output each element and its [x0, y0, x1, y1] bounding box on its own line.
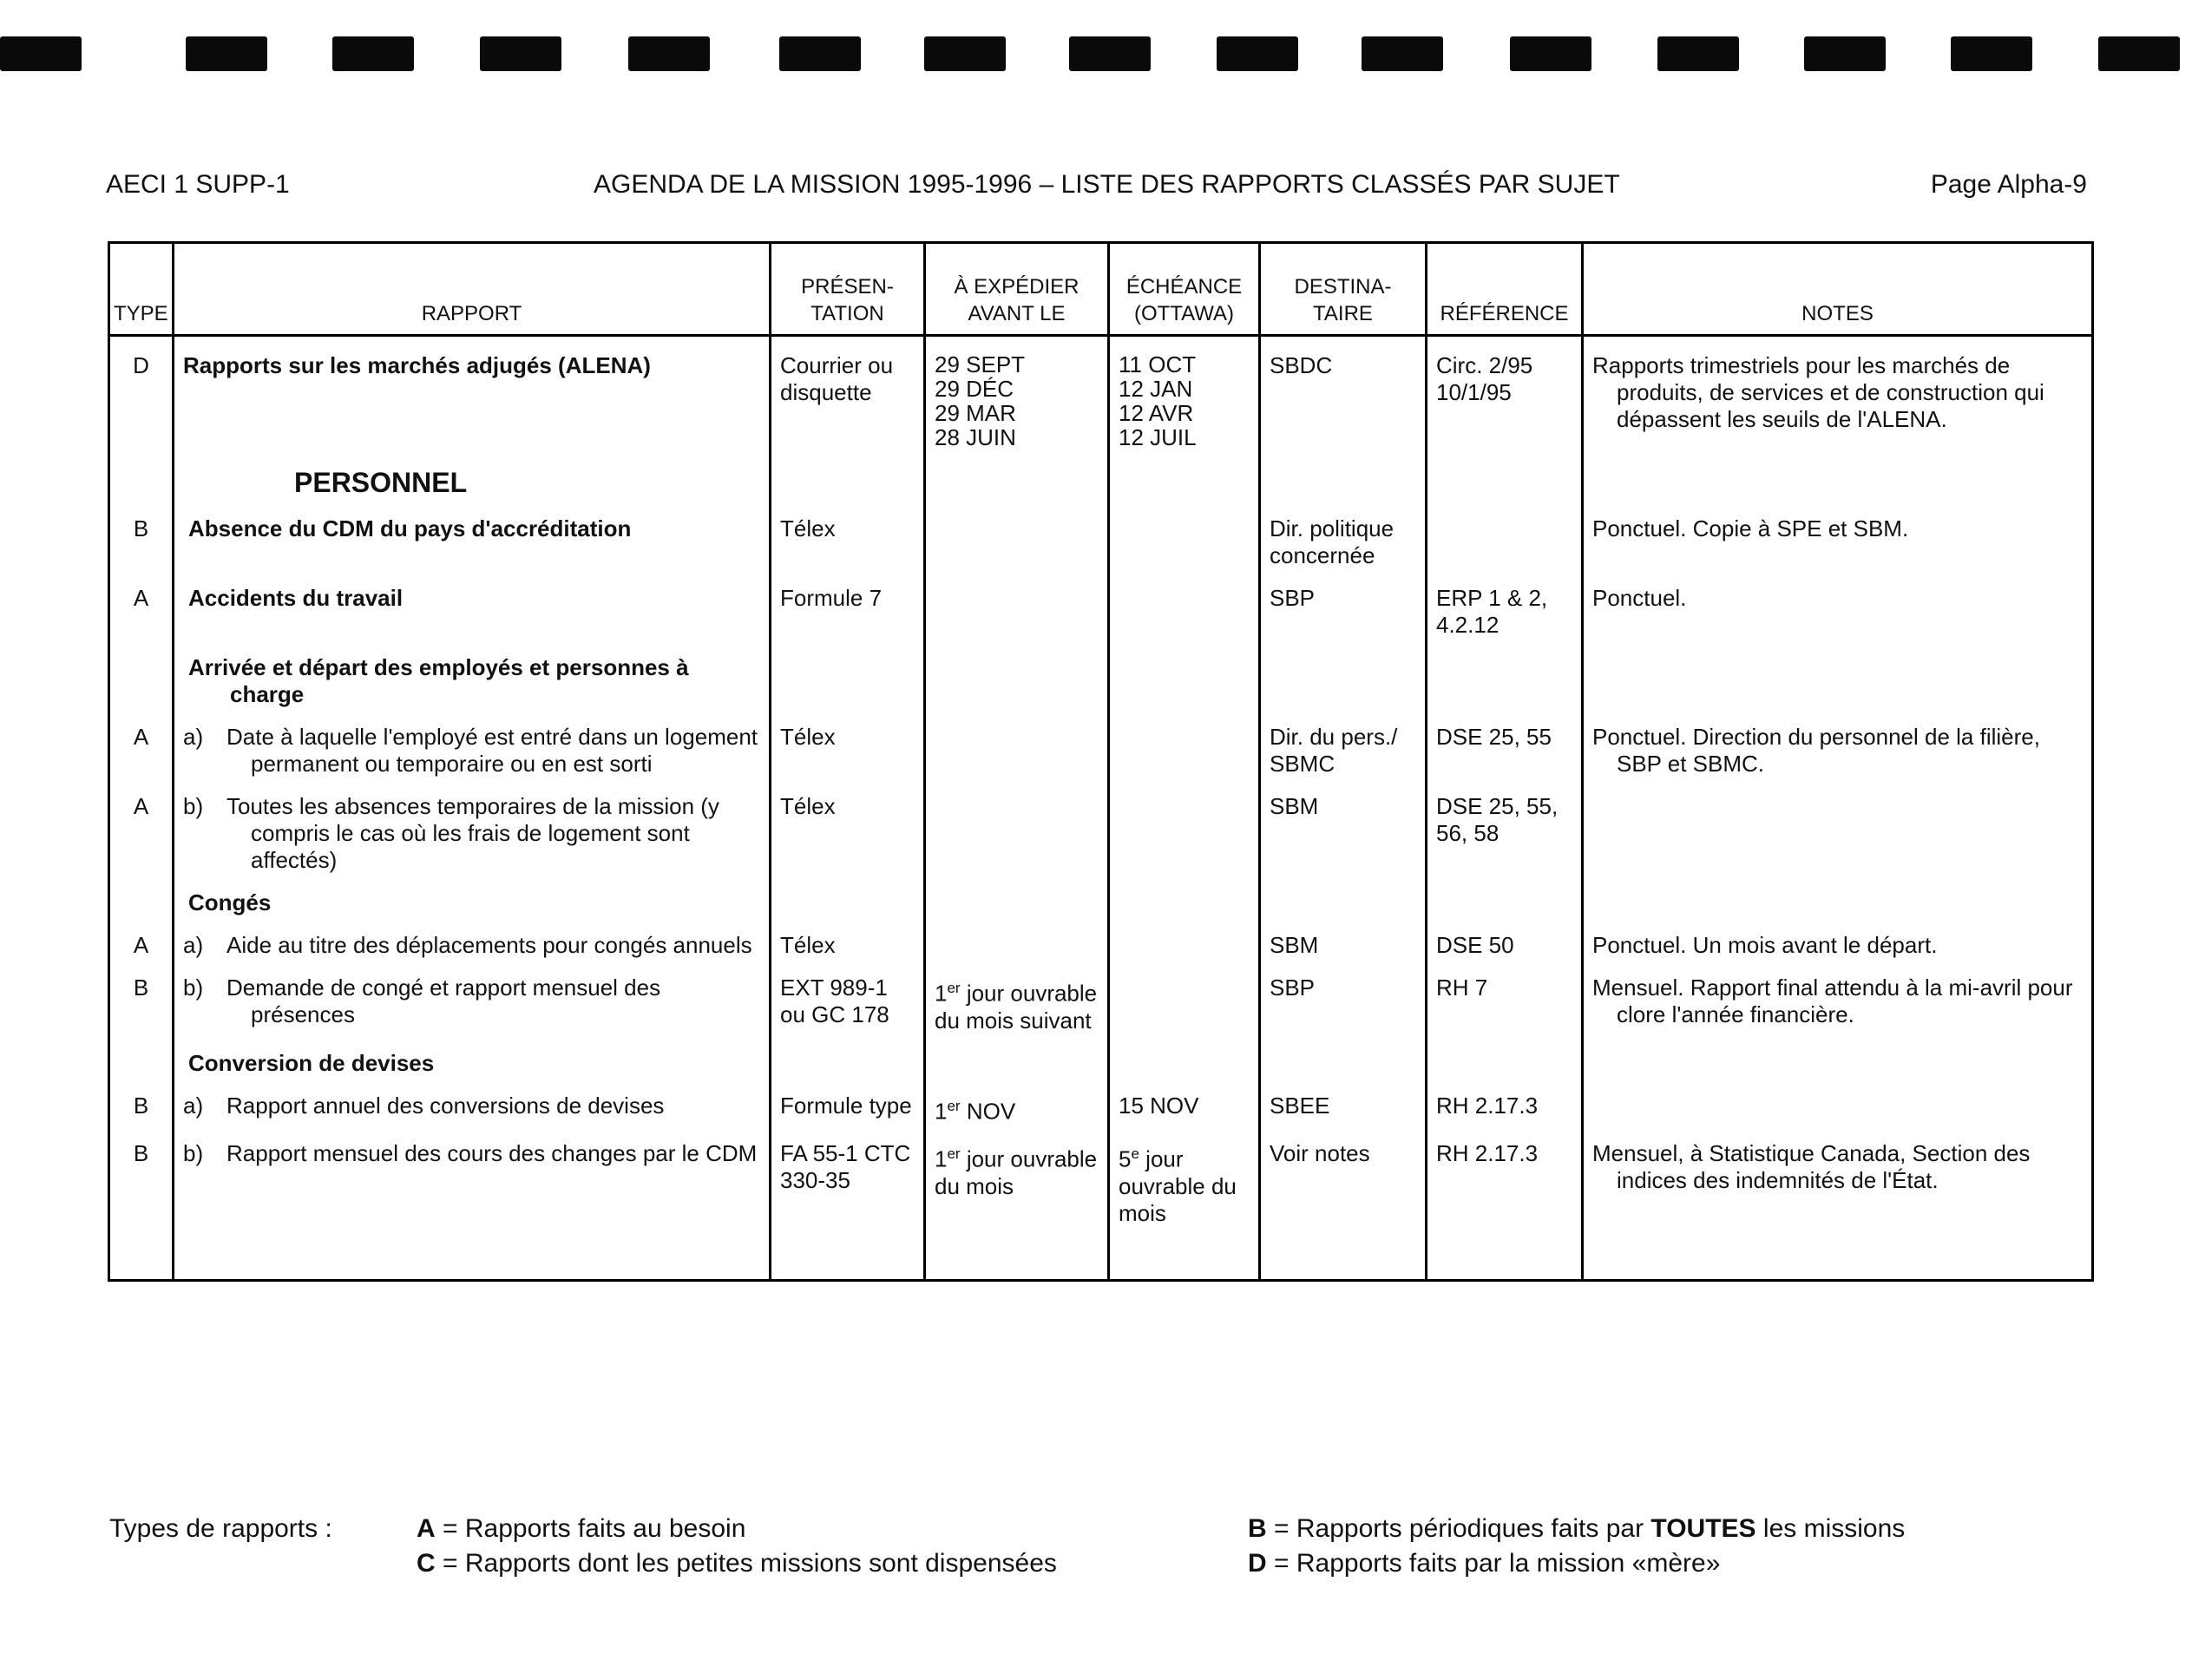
table-row — [109, 569, 2093, 639]
cell-rapport: a) Aide au titre des déplacements pour congés annuels — [174, 916, 771, 959]
cell-destinataire: Dir. du pers./ SBMC — [1260, 708, 1427, 778]
cell-notes: Ponctuel. — [1583, 569, 2093, 639]
cell-reference: DSE 50 — [1427, 916, 1583, 959]
punch-hole — [480, 36, 561, 71]
punch-hole — [1804, 36, 1886, 71]
doc-code: AECI 1 SUPP-1 — [106, 170, 290, 199]
cell-echeance: 11 OCT 12 JAN 12 AVR 12 JUIL — [1109, 336, 1260, 450]
punch-hole — [1510, 36, 1591, 71]
punch-hole — [2098, 36, 2180, 71]
cell-presentation: EXT 989-1 ou GC 178 — [771, 959, 925, 1034]
cell-type: A — [109, 916, 174, 959]
cell-type: B — [109, 1077, 174, 1125]
table-row-category — [109, 1034, 2093, 1077]
cell-reference: DSE 25, 55 — [1427, 708, 1583, 778]
cell-type: A — [109, 778, 174, 874]
col-header-rapport: RAPPORT — [174, 243, 771, 336]
table-row-spacer — [109, 1227, 2093, 1281]
cell-rapport: Rapports sur les marchés adjugés (ALENA) — [174, 336, 771, 450]
table-row — [109, 1077, 2093, 1125]
legend-item-b: B = Rapports périodiques faits par TOUTES les missions — [1248, 1514, 1906, 1543]
cell-echeance: 15 NOV — [1109, 1077, 1260, 1125]
cell-rapport: a) Rapport annuel des conversions de devises — [174, 1077, 771, 1125]
cell-notes: Mensuel, à Statistique Canada, Section des indices des indemnités de l'État. — [1583, 1125, 2093, 1227]
punch-hole — [0, 36, 82, 71]
punch-holes-strip — [0, 36, 2205, 71]
table-row-section — [109, 450, 2093, 500]
cell-reference: RH 2.17.3 — [1427, 1077, 1583, 1125]
table-row — [109, 778, 2093, 874]
legend-item-a: A = Rapports faits au besoin — [417, 1514, 746, 1543]
cell-presentation: Télex — [771, 708, 925, 778]
cell-destinataire: Voir notes — [1260, 1125, 1427, 1227]
table-row — [109, 500, 2093, 569]
cell-expedier: 29 SEPT 29 DÉC 29 MAR 28 JUIN — [925, 336, 1109, 450]
cell-destinataire: SBP — [1260, 959, 1427, 1034]
punch-hole — [1069, 36, 1151, 71]
cell-destinataire: SBM — [1260, 778, 1427, 874]
cell-notes: Ponctuel. Direction du personnel de la filière, SBP et SBMC. — [1583, 708, 2093, 778]
punch-hole — [924, 36, 1006, 71]
col-header-type: TYPE — [109, 243, 174, 336]
cell-reference: DSE 25, 55, 56, 58 — [1427, 778, 1583, 874]
table-header-row — [109, 243, 2093, 336]
punch-hole — [1217, 36, 1298, 71]
cell-type: A — [109, 569, 174, 639]
cell-type: B — [109, 1125, 174, 1227]
cell-reference: ERP 1 & 2, 4.2.12 — [1427, 569, 1583, 639]
cell-type: B — [109, 500, 174, 569]
table-row-category — [109, 874, 2093, 916]
col-header-expedier: À EXPÉDIER AVANT LE — [925, 243, 1109, 336]
category-heading: Arrivée et départ des employés et personnes à charge — [174, 639, 771, 708]
cell-notes: Rapports trimestriels pour les marchés de produits, de services et de construction qui dépassent les seuils de l'ALENA. — [1583, 336, 2093, 450]
cell-rapport: b) Demande de congé et rapport mensuel des présences — [174, 959, 771, 1034]
cell-notes: Ponctuel. Un mois avant le départ. — [1583, 916, 2093, 959]
table-row — [109, 916, 2093, 959]
punch-hole — [628, 36, 710, 71]
cell-destinataire: SBP — [1260, 569, 1427, 639]
col-header-notes: NOTES — [1583, 243, 2093, 336]
punch-hole — [779, 36, 861, 71]
punch-hole — [186, 36, 267, 71]
col-header-destinataire: DESTINA- TAIRE — [1260, 243, 1427, 336]
cell-notes: Ponctuel. Copie à SPE et SBM. — [1583, 500, 2093, 569]
table-row-category — [109, 639, 2093, 708]
cell-presentation: Formule type — [771, 1077, 925, 1125]
col-header-reference: RÉFÉRENCE — [1427, 243, 1583, 336]
punch-hole — [1657, 36, 1739, 71]
cell-type: B — [109, 959, 174, 1034]
cell-rapport: a) Date à laquelle l'employé est entré dans un logement permanent ou temporaire ou en est sorti — [174, 708, 771, 778]
col-header-presentation: PRÉSEN- TATION — [771, 243, 925, 336]
table-row — [109, 959, 2093, 1034]
table-row — [109, 336, 2093, 450]
reports-table — [108, 241, 2094, 1282]
cell-type: D — [109, 336, 174, 450]
cell-presentation: Télex — [771, 916, 925, 959]
cell-type: A — [109, 708, 174, 778]
cell-reference: Circ. 2/95 10/1/95 — [1427, 336, 1583, 450]
cell-destinataire: SBDC — [1260, 336, 1427, 450]
cell-presentation: Courrier ou disquette — [771, 336, 925, 450]
cell-reference: RH 7 — [1427, 959, 1583, 1034]
page-title: AGENDA DE LA MISSION 1995-1996 – LISTE DES RAPPORTS CLASSÉS PAR SUJET — [594, 170, 1620, 199]
punch-hole — [1951, 36, 2032, 71]
legend-item-d: D = Rapports faits par la mission «mère» — [1248, 1549, 1721, 1578]
cell-rapport: Absence du CDM du pays d'accréditation — [174, 500, 771, 569]
cell-destinataire: SBM — [1260, 916, 1427, 959]
cell-presentation: FA 55-1 CTC 330-35 — [771, 1125, 925, 1227]
cell-rapport: b) Toutes les absences temporaires de la mission (y compris le cas où les frais de logement sont affectés) — [174, 778, 771, 874]
legend-label: Types de rapports : — [109, 1514, 332, 1543]
cell-destinataire: Dir. politique concernée — [1260, 500, 1427, 569]
cell-presentation: Télex — [771, 778, 925, 874]
cell-reference: RH 2.17.3 — [1427, 1125, 1583, 1227]
cell-presentation: Télex — [771, 500, 925, 569]
cell-expedier: 1er jour ouvrable du mois suivant — [925, 959, 1109, 1034]
cell-destinataire: SBEE — [1260, 1077, 1427, 1125]
table-row — [109, 708, 2093, 778]
cell-notes: Mensuel. Rapport final attendu à la mi-avril pour clore l'année financière. — [1583, 959, 2093, 1034]
cell-expedier: 1er jour ouvrable du mois — [925, 1125, 1109, 1227]
col-header-echeance: ÉCHÉANCE (OTTAWA) — [1109, 243, 1260, 336]
category-heading: Conversion de devises — [174, 1034, 771, 1077]
legend-item-c: C = Rapports dont les petites missions sont dispensées — [417, 1549, 1057, 1578]
cell-rapport: b) Rapport mensuel des cours des changes par le CDM — [174, 1125, 771, 1227]
table-row — [109, 1125, 2093, 1227]
punch-hole — [1362, 36, 1443, 71]
cell-echeance: 5e jour ouvrable du mois — [1109, 1125, 1260, 1227]
category-heading: Congés — [174, 874, 771, 916]
cell-presentation: Formule 7 — [771, 569, 925, 639]
cell-expedier: 1er NOV — [925, 1077, 1109, 1125]
cell-rapport: Accidents du travail — [174, 569, 771, 639]
punch-hole — [332, 36, 414, 71]
page-number: Page Alpha-9 — [1930, 170, 2087, 199]
section-heading: PERSONNEL — [174, 450, 771, 500]
